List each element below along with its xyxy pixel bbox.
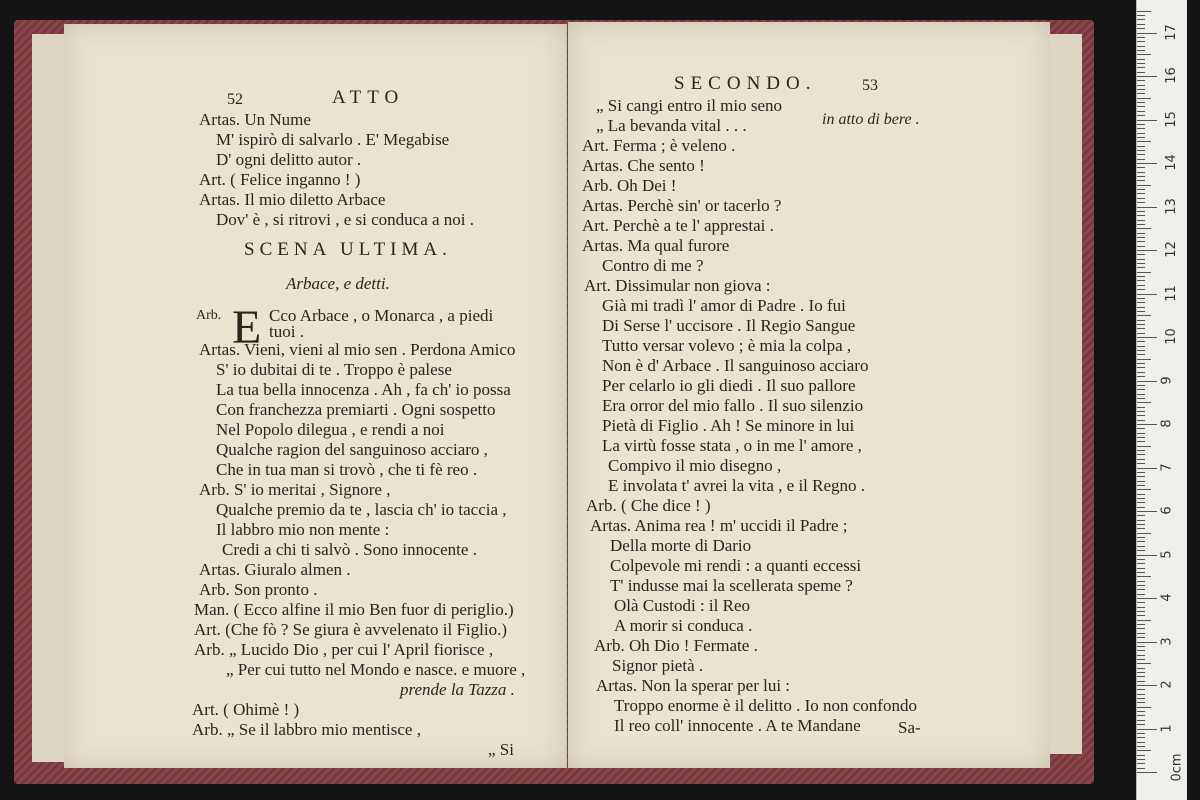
ruler-tick	[1137, 668, 1145, 669]
ruler-tick	[1137, 481, 1145, 482]
ruler-tick	[1137, 285, 1145, 286]
ruler-tick	[1137, 737, 1145, 738]
text-line: Contro di me ?	[602, 256, 704, 275]
ruler-tick	[1137, 407, 1145, 408]
ruler-tick	[1137, 663, 1151, 664]
text-line: T' indusse mai la scellerata speme ?	[610, 576, 853, 595]
ruler-tick	[1137, 676, 1145, 677]
text-line: tuoi .	[269, 322, 304, 341]
text-line: Art. Perchè a te l' apprestai .	[582, 216, 774, 235]
page-number: 53	[862, 77, 878, 94]
ruler-tick	[1137, 759, 1145, 760]
ruler-tick	[1137, 398, 1145, 399]
ruler-tick	[1137, 102, 1145, 103]
ruler-number: 11	[1163, 284, 1179, 302]
ruler-tick	[1137, 67, 1145, 68]
page-edges-right	[1046, 34, 1082, 754]
ruler-tick	[1137, 254, 1145, 255]
ruler-tick	[1137, 637, 1145, 638]
ruler-tick	[1137, 354, 1145, 355]
ruler-unit-label: 0cm	[1169, 753, 1185, 782]
ruler-tick	[1137, 659, 1145, 660]
ruler-tick	[1137, 176, 1145, 177]
ruler-tick	[1137, 433, 1145, 434]
text-line: Signor pietà .	[612, 656, 704, 675]
ruler-tick	[1137, 146, 1145, 147]
ruler-tick	[1137, 394, 1145, 395]
ruler-tick	[1137, 346, 1145, 347]
ruler-tick	[1137, 263, 1145, 264]
ruler-tick	[1137, 137, 1145, 138]
ruler-tick	[1137, 163, 1157, 164]
text-line: Arb. Son pronto .	[199, 580, 318, 599]
ruler-tick	[1137, 763, 1145, 764]
ruler-tick	[1137, 537, 1145, 538]
text-line: Con franchezza premiarti . Ogni sospetto	[216, 400, 496, 419]
ruler-tick	[1137, 602, 1145, 603]
ruler-tick	[1137, 198, 1145, 199]
ruler-tick	[1137, 446, 1151, 447]
ruler-number: 4	[1159, 593, 1175, 602]
ruler-tick	[1137, 359, 1151, 360]
ruler-tick	[1137, 315, 1151, 316]
ruler-number: 8	[1159, 419, 1175, 428]
ruler-tick	[1137, 276, 1145, 277]
ruler-tick	[1137, 233, 1145, 234]
scene-heading: SCENA ULTIMA.	[244, 239, 452, 260]
ruler-tick	[1137, 246, 1145, 247]
text-line: Compivo il mio disegno ,	[608, 456, 782, 475]
ruler-number: 16	[1163, 67, 1179, 84]
text-line: Il labbro mio non mente :	[216, 520, 390, 539]
text-line: Pietà di Figlio . Ah ! Se minore in lui	[602, 416, 855, 435]
ruler-number: 9	[1159, 375, 1175, 385]
ruler-tick	[1137, 294, 1157, 295]
ruler-number: 15	[1163, 110, 1179, 128]
ruler-tick	[1137, 489, 1151, 490]
ruler-tick	[1137, 298, 1145, 299]
ruler-tick	[1137, 428, 1145, 429]
ruler-tick	[1137, 280, 1145, 281]
ruler-tick	[1137, 633, 1145, 634]
drop-cap: E	[232, 301, 262, 354]
ruler-tick	[1137, 611, 1145, 612]
ruler-tick	[1137, 85, 1145, 86]
ruler-tick	[1137, 672, 1145, 673]
ruler-tick	[1137, 367, 1145, 368]
running-head: SECONDO.	[674, 73, 817, 94]
ruler-tick	[1137, 159, 1145, 160]
ruler-tick	[1137, 742, 1145, 743]
ruler-tick	[1137, 15, 1145, 16]
text-line: Che in tua man si trovò , che ti fè reo .	[216, 460, 478, 479]
ruler-tick	[1137, 311, 1145, 312]
ruler-tick	[1137, 507, 1145, 508]
ruler-tick	[1137, 437, 1145, 438]
measuring-ruler	[1136, 0, 1187, 800]
ruler-tick	[1137, 615, 1145, 616]
ruler-number: 10	[1163, 328, 1179, 345]
text-line: Della morte di Dario	[610, 536, 752, 555]
ruler-tick	[1137, 341, 1145, 342]
ruler-tick	[1137, 598, 1157, 599]
ruler-number: 12	[1163, 241, 1179, 258]
ruler-number: 17	[1163, 23, 1179, 41]
ruler-tick	[1137, 224, 1145, 225]
ruler-tick	[1137, 624, 1145, 625]
text-line: Artas. Che sento !	[582, 156, 705, 175]
ruler-number: 1	[1159, 723, 1175, 733]
text-line: Arb. ( Che dice ! )	[586, 496, 711, 515]
ruler-tick	[1137, 193, 1145, 194]
ruler-tick	[1137, 363, 1145, 364]
text-line: Art. ( Ohimè ! )	[192, 700, 300, 719]
ruler-tick	[1137, 228, 1151, 229]
ruler-tick	[1137, 115, 1145, 116]
ruler-tick	[1137, 207, 1157, 208]
ruler-tick	[1137, 415, 1145, 416]
ruler-tick	[1137, 424, 1157, 425]
ruler-tick	[1137, 689, 1145, 690]
ruler-tick	[1137, 729, 1157, 730]
text-line: Era orror del mio fallo . Il suo silenzio	[602, 396, 864, 415]
ruler-tick	[1137, 559, 1145, 560]
ruler-tick	[1137, 533, 1151, 534]
ruler-tick	[1137, 98, 1151, 99]
ruler-tick	[1137, 28, 1145, 29]
ruler-tick	[1137, 511, 1157, 512]
ruler-tick	[1137, 459, 1145, 460]
ruler-number: 14	[1163, 154, 1179, 171]
ruler-tick	[1137, 733, 1145, 734]
ruler-tick	[1137, 685, 1157, 686]
ruler-tick	[1137, 350, 1145, 351]
ruler-tick	[1137, 646, 1145, 647]
ruler-tick	[1137, 620, 1151, 621]
ruler-tick	[1137, 54, 1151, 55]
text-line: Artas. Anima rea ! m' uccidi il Padre ;	[590, 516, 848, 535]
ruler-tick	[1137, 37, 1145, 38]
text-line: S' io dubitai di te . Troppo è palese	[216, 360, 452, 379]
ruler-tick	[1137, 594, 1145, 595]
text-line: Cco Arbace , o Monarca , a piedi	[269, 306, 494, 325]
ruler-tick	[1137, 524, 1145, 525]
ruler-tick	[1137, 189, 1145, 190]
ruler-tick	[1137, 376, 1145, 377]
ruler-tick	[1137, 124, 1145, 125]
ruler-tick	[1137, 485, 1145, 486]
ruler-number: 2	[1159, 680, 1175, 689]
ruler-tick	[1137, 555, 1157, 556]
ruler-tick	[1137, 211, 1145, 212]
text-line: Artas. Ma qual furore	[582, 236, 730, 255]
scene-characters: Arbace, e detti.	[286, 274, 390, 293]
ruler-tick	[1137, 628, 1145, 629]
ruler-tick	[1137, 589, 1145, 590]
ruler-tick	[1137, 655, 1145, 656]
ruler-tick	[1137, 76, 1157, 77]
ruler-tick	[1137, 59, 1145, 60]
left-page	[64, 24, 567, 768]
ruler-tick	[1137, 681, 1145, 682]
ruler-tick	[1137, 720, 1145, 721]
ruler-tick	[1137, 63, 1145, 64]
text-line: Già mi tradì l' amor di Padre . Io fui	[602, 296, 846, 315]
ruler-tick	[1137, 642, 1157, 643]
catchword: „ Si	[488, 740, 514, 759]
ruler-tick	[1137, 454, 1145, 455]
ruler-tick	[1137, 694, 1145, 695]
ruler-tick	[1137, 563, 1145, 564]
ruler-tick	[1137, 106, 1145, 107]
ruler-tick	[1137, 541, 1145, 542]
ruler-tick	[1137, 746, 1145, 747]
text-line: Artas. Perchè sin' or tacerlo ?	[582, 196, 782, 215]
ruler-tick	[1137, 180, 1145, 181]
ruler-tick	[1137, 381, 1157, 382]
ruler-tick	[1137, 707, 1151, 708]
ruler-tick	[1137, 333, 1145, 334]
ruler-tick	[1137, 259, 1145, 260]
ruler-tick	[1137, 172, 1145, 173]
text-line: M' ispirò di salvarlo . E' Megabise	[216, 130, 450, 149]
ruler-tick	[1137, 698, 1145, 699]
ruler-tick	[1137, 128, 1145, 129]
text-line: Man. ( Ecco alfine il mio Ben fuor di periglio.)	[194, 600, 514, 619]
ruler-tick	[1137, 528, 1145, 529]
text-line: Artas. Giuralo almen .	[199, 560, 351, 579]
ruler-tick	[1137, 402, 1151, 403]
ruler-tick	[1137, 46, 1145, 47]
ruler-tick	[1137, 494, 1145, 495]
text-line: „ La bevanda vital . . .	[596, 116, 747, 135]
ruler-tick	[1137, 550, 1145, 551]
ruler-tick	[1137, 111, 1145, 112]
ruler-tick	[1137, 468, 1157, 469]
ruler-tick	[1137, 150, 1145, 151]
ruler-tick	[1137, 120, 1157, 121]
ruler-tick	[1137, 463, 1145, 464]
ruler-tick	[1137, 711, 1145, 712]
ruler-tick	[1137, 11, 1151, 12]
ruler-tick	[1137, 576, 1151, 577]
text-line: Artas. Un Nume	[199, 110, 311, 129]
ruler-tick	[1137, 154, 1145, 155]
ruler-tick	[1137, 607, 1145, 608]
text-line: Arb. Oh Dio ! Fermate .	[594, 636, 758, 655]
text-line: Il reo coll' innocente . A te Mandane	[614, 716, 861, 735]
ruler-tick	[1137, 498, 1145, 499]
ruler-tick	[1137, 202, 1145, 203]
ruler-tick	[1137, 272, 1151, 273]
ruler-tick	[1137, 241, 1145, 242]
page-number: 52	[227, 91, 243, 108]
text-line: Non è d' Arbace . Il sanguinoso acciaro	[602, 356, 869, 375]
ruler-number: 3	[1159, 636, 1175, 646]
text-line: Arb. „ Lucido Dio , per cui l' April fiorisce ,	[194, 640, 494, 659]
text-line: Arb. Oh Dei !	[582, 176, 677, 195]
running-head: ATTO	[332, 87, 405, 108]
ruler-number: 5	[1159, 549, 1175, 559]
text-line: Nel Popolo dilegua , e rendi a noi	[216, 420, 445, 439]
ruler-tick	[1137, 302, 1145, 303]
ruler-tick	[1137, 472, 1145, 473]
ruler-tick	[1137, 324, 1145, 325]
ruler-tick	[1137, 80, 1145, 81]
ruler-tick	[1137, 572, 1145, 573]
text-line: Art. Ferma ; è veleno .	[582, 136, 736, 155]
ruler-tick	[1137, 93, 1145, 94]
text-line: E involata t' avrei la vita , e il Regno .	[608, 476, 866, 495]
text-line: Artas. Il mio diletto Arbace	[199, 190, 386, 209]
ruler-tick	[1137, 568, 1145, 569]
ruler-tick	[1137, 585, 1145, 586]
ruler-tick	[1137, 41, 1145, 42]
ruler-tick	[1137, 167, 1145, 168]
catchword: Sa-	[898, 718, 921, 737]
text-line: D' ogni delitto autor .	[216, 150, 362, 169]
ruler-tick	[1137, 72, 1145, 73]
ruler-tick	[1137, 250, 1157, 251]
ruler-tick	[1137, 515, 1145, 516]
ruler-tick	[1137, 267, 1145, 268]
text-line: Artas. Non la sperar per lui :	[596, 676, 791, 695]
ruler-tick	[1137, 724, 1145, 725]
ruler-tick	[1137, 772, 1157, 773]
ruler-tick	[1137, 237, 1145, 238]
ruler-number: 7	[1159, 462, 1175, 472]
text-line: Olà Custodi : il Reo	[614, 596, 750, 615]
ruler-tick	[1137, 24, 1145, 25]
ruler-tick	[1137, 702, 1145, 703]
ruler-tick	[1137, 420, 1145, 421]
text-line: Art. ( Felice inganno ! )	[199, 170, 361, 189]
right-page	[568, 22, 1050, 768]
text-line: Colpevole mi rendi : a quanti eccessi	[610, 556, 862, 575]
ruler-tick	[1137, 650, 1145, 651]
ruler-tick	[1137, 215, 1145, 216]
text-line: Art. (Che fò ? Se giura è avvelenato il Figlio.)	[194, 620, 507, 639]
ruler-tick	[1137, 389, 1145, 390]
text-line: A morir si conduca .	[614, 616, 753, 635]
ruler-tick	[1137, 289, 1145, 290]
text-line: Tutto versar volevo ; è mia la colpa ,	[602, 336, 852, 355]
ruler-tick	[1137, 185, 1151, 186]
ruler-tick	[1137, 320, 1145, 321]
text-line: La tua bella innocenza . Ah , fa ch' io possa	[216, 380, 511, 399]
ruler-tick	[1137, 476, 1145, 477]
ruler-number: 13	[1163, 197, 1179, 215]
ruler-tick	[1137, 220, 1145, 221]
text-line: Art. Dissimular non giova :	[584, 276, 771, 295]
ruler-tick	[1137, 441, 1145, 442]
ruler-tick	[1137, 450, 1145, 451]
text-line: Dov' è , si ritrovi , e si conduca a noi .	[216, 210, 475, 229]
ruler-tick	[1137, 385, 1145, 386]
stage-direction: in atto di bere .	[822, 111, 920, 128]
ruler-tick	[1137, 19, 1145, 20]
ruler-tick	[1137, 581, 1145, 582]
text-line: Qualche ragion del sanguinoso acciaro ,	[216, 440, 488, 459]
ruler-tick	[1137, 546, 1145, 547]
ruler-tick	[1137, 372, 1145, 373]
ruler-number: 6	[1159, 506, 1175, 515]
text-line: Artas. Vieni, vieni al mio sen . Perdona Amico	[199, 340, 516, 359]
text-line: Troppo enorme è il delitto . Io non confondo	[614, 696, 917, 715]
text-line: Per celarlo io gli diedi . Il suo pallore	[602, 376, 856, 395]
ruler-tick	[1137, 33, 1157, 34]
text-line: La virtù fosse stata , o in me l' amore ,	[602, 436, 862, 455]
speaker-label: Arb.	[196, 308, 222, 323]
ruler-tick	[1137, 50, 1145, 51]
ruler-tick	[1137, 307, 1145, 308]
ruler-tick	[1137, 328, 1145, 329]
stage-direction: prende la Tazza .	[400, 680, 515, 699]
text-line: „ Per cui tutto nel Mondo e nasce. e muore ,	[226, 660, 526, 679]
text-line: Qualche premio da te , lascia ch' io taccia ,	[216, 500, 507, 519]
text-line: Arb. „ Se il labbro mio mentisce ,	[192, 720, 421, 739]
ruler-tick	[1137, 750, 1151, 751]
ruler-tick	[1137, 502, 1145, 503]
ruler-tick	[1137, 411, 1145, 412]
text-line: Di Serse l' uccisore . Il Regio Sangue	[602, 316, 856, 335]
ruler-tick	[1137, 520, 1145, 521]
ruler-tick	[1137, 755, 1145, 756]
text-line: „ Si cangi entro il mio seno	[596, 96, 783, 115]
ruler-tick	[1137, 141, 1151, 142]
text-line: Credi a chi ti salvò . Sono innocente .	[222, 540, 477, 559]
ruler-tick	[1137, 715, 1145, 716]
ruler-tick	[1137, 89, 1145, 90]
ruler-tick	[1137, 133, 1145, 134]
text-line: Arb. S' io meritai , Signore ,	[199, 480, 391, 499]
ruler-tick	[1137, 768, 1145, 769]
ruler-tick	[1137, 337, 1157, 338]
